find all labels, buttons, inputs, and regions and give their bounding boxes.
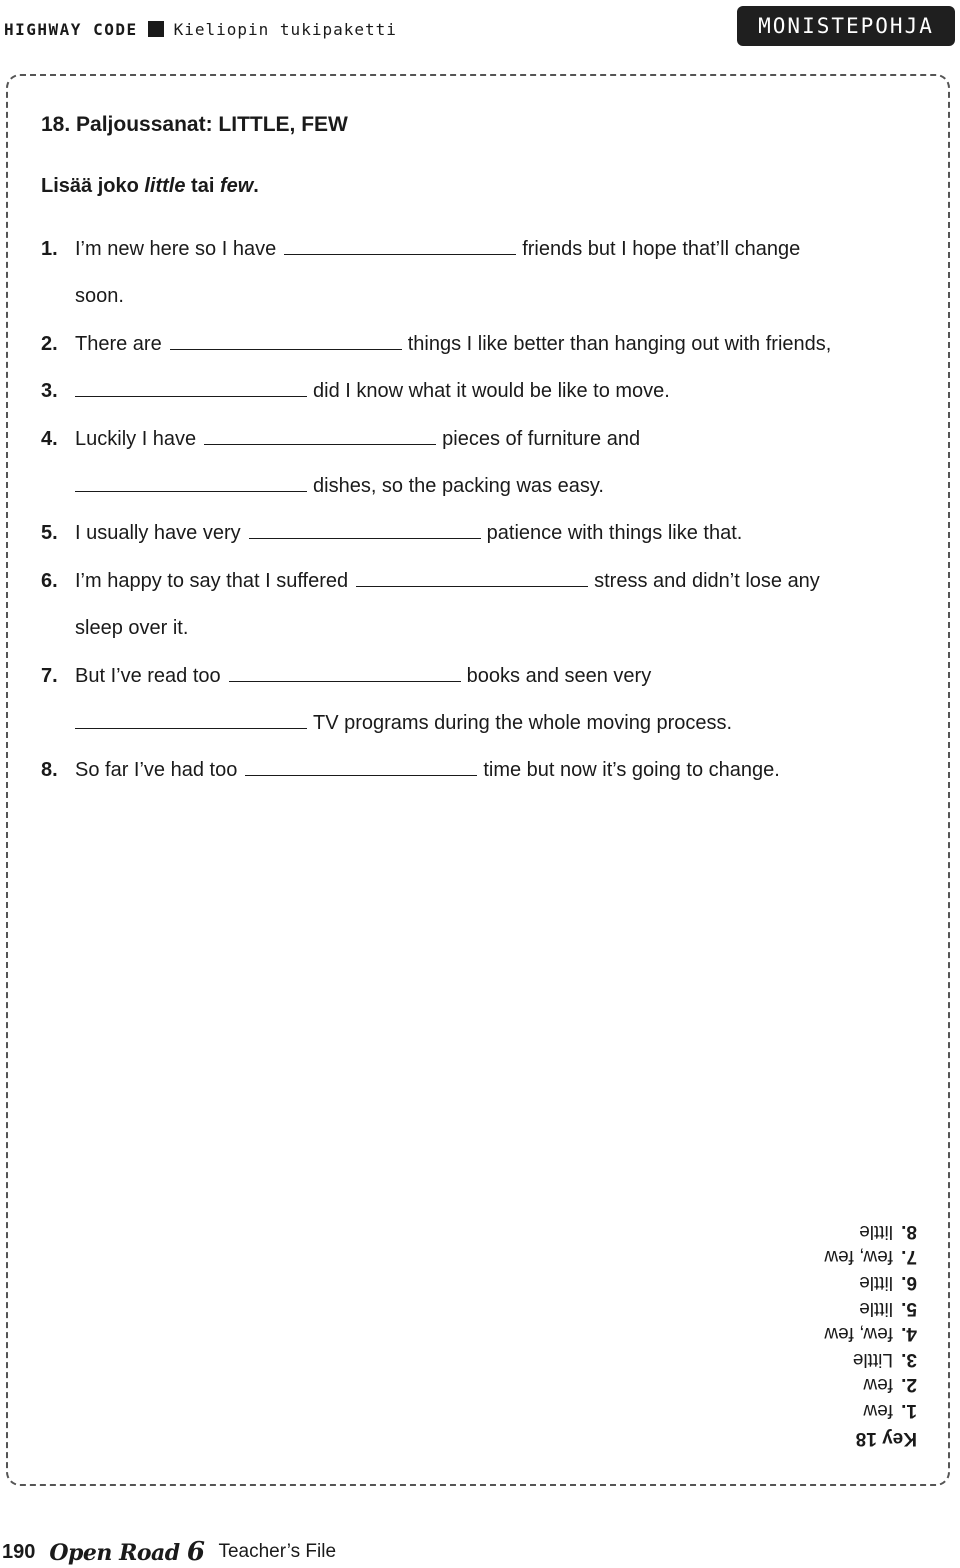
exercise-line-6: 6. I’m happy to say that I suffered stress and didn’t lose any (41, 569, 820, 592)
key-answer: 8.little (859, 1220, 917, 1242)
teachers-file-label: Teacher’s File (218, 1541, 337, 1562)
exercise-line-7: 7. But I’ve read too books and seen very (41, 664, 652, 687)
word-little: little (144, 175, 186, 197)
answer-key (805, 1218, 917, 1453)
series-name: HIGHWAY CODE (4, 19, 138, 39)
answer-blank[interactable] (75, 378, 307, 397)
key-answer: 7.few, few (824, 1246, 917, 1268)
header-subtitle: Kieliopin tukipaketti (173, 19, 397, 39)
header (4, 17, 397, 41)
exercise-line-2: 2. There are things I like better than hanging out with friends, (41, 332, 832, 355)
key-answer: 3.Little (852, 1348, 917, 1370)
item-number: 8. (41, 759, 58, 782)
exercise-line-1-cont: soon. (75, 285, 124, 308)
item-number: 7. (41, 664, 58, 687)
exercise-line-1: 1. I’m new here so I have friends but I hope that’ll change (41, 238, 801, 260)
item-number: 1. (41, 238, 58, 260)
exercise-line-4: 4. Luckily I have pieces of furniture and (41, 427, 641, 450)
word-few: few (219, 175, 254, 197)
answer-blank[interactable] (170, 331, 402, 350)
item-number: 4. (41, 427, 58, 450)
exercise-list (41, 236, 921, 805)
page-footer (2, 1538, 336, 1566)
worksheet-content (41, 112, 921, 805)
exercise-instruction: Lisää joko little tai few. (41, 175, 259, 197)
exercise-line-4-cont: dishes, so the packing was easy. (41, 473, 921, 520)
answer-blank[interactable] (356, 568, 588, 587)
item-number: 6. (41, 569, 58, 592)
key-answer: 2.few (863, 1374, 917, 1396)
item-number: 3. (41, 380, 58, 403)
key-answer: 4.few, few (824, 1322, 917, 1344)
exercise-title: 18. Paljoussanat: LITTLE, FEW (41, 113, 348, 136)
square-bullet-icon (148, 21, 164, 37)
answer-blank[interactable] (249, 520, 481, 539)
answer-blank[interactable] (245, 757, 477, 776)
exercise-line-7-cont: TV programs during the whole moving process. (41, 710, 921, 757)
monistepohja-badge: MONISTEPOHJA (737, 6, 955, 46)
exercise-line-3: 3. did I know what it would be like to move. (41, 380, 670, 403)
exercise-line-6-cont: sleep over it. (75, 617, 189, 640)
answer-blank[interactable] (284, 236, 516, 255)
page-number: 190 (2, 1540, 36, 1563)
open-road-logo: Open Road 6 (49, 1537, 205, 1567)
key-title: Key 18 (855, 1427, 917, 1449)
answer-blank[interactable] (204, 426, 436, 445)
key-answer: 5.little (859, 1297, 917, 1319)
exercise-line-8: 8. So far I’ve had too time but now it’s going to change. (41, 759, 780, 782)
exercise-line-5: 5. I usually have very patience with things like that. (41, 522, 743, 545)
item-number: 2. (41, 332, 58, 355)
key-answer: 6.little (859, 1271, 917, 1293)
answer-blank[interactable] (75, 710, 307, 729)
item-number: 5. (41, 522, 58, 545)
key-answer: 1.few (863, 1399, 917, 1421)
answer-blank[interactable] (229, 663, 461, 682)
answer-blank[interactable] (75, 473, 307, 492)
